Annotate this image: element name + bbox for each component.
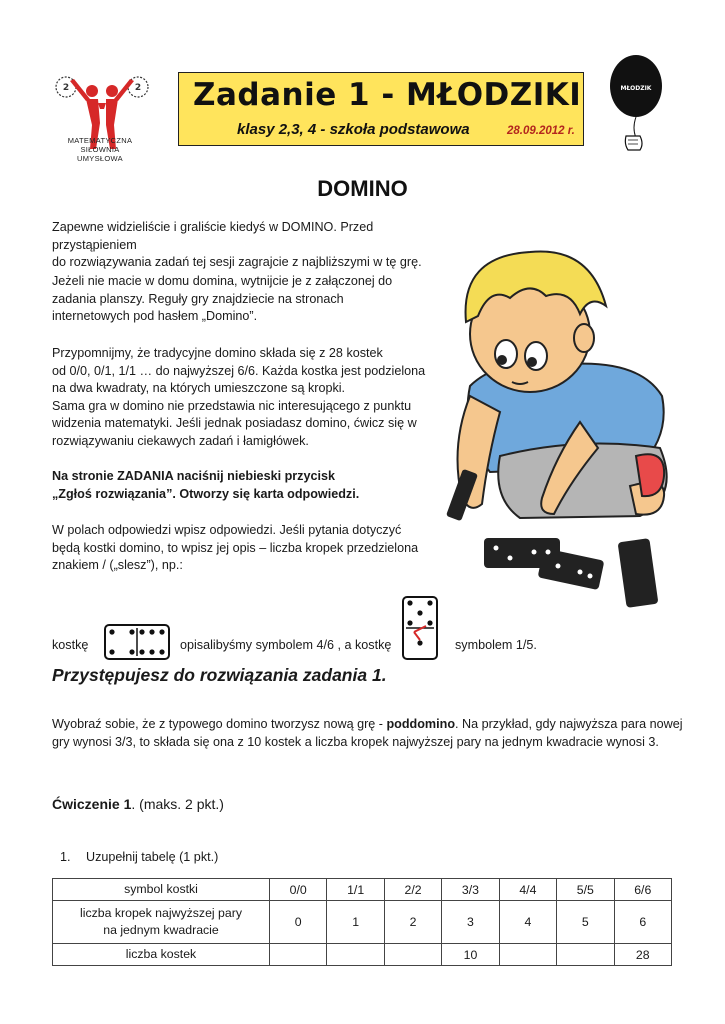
domino-pip (417, 610, 422, 615)
domino-pip (109, 649, 114, 654)
text-line: Sama gra w domino nie przedstawia nic interesującego z punktu (52, 398, 412, 413)
example-text-2: symbolem 1/5. (455, 638, 537, 652)
domino-tile-vertical-icon (402, 596, 438, 660)
text-line: Jeżeli nie macie w domu domina, wytnijcie je z załączonej do (52, 274, 393, 288)
answer-cell[interactable] (384, 944, 441, 966)
table-cell: 6/6 (614, 879, 671, 901)
exercise-points: . (maks. 2 pkt.) (131, 796, 224, 812)
example-label-1: kostkę (52, 638, 89, 652)
text-line: widzenia matematyki. Jeśli jednak posiadasz domino, ćwicz się w (52, 416, 417, 431)
example-text-1: opisalibyśmy symbolem 4/6 , a kostkę (180, 638, 392, 652)
exercise-name: Ćwiczenie 1 (52, 796, 132, 812)
answer-cell[interactable] (499, 944, 556, 966)
table-cell: 4 (499, 901, 556, 944)
text-line: będą kostki domino, to wpisz jej opis – liczba kropek przedzielona (52, 540, 419, 555)
logo-line: MATEMATYCZNA (67, 136, 133, 145)
row-header: symbol kostki (53, 879, 270, 901)
row-header: liczba kostek (53, 944, 270, 966)
text-line: na dwa kwadraty, na których umieszczone są kropki. (52, 381, 346, 396)
text-line: Na stronie ZADANIA naciśnij niebieski przycisk (52, 469, 335, 483)
domino-pip (407, 600, 412, 605)
task-description (52, 716, 692, 751)
table-cell: 4/4 (499, 879, 556, 901)
task-description-before: Wyobraź sobie, że z typowego domino tworzysz nową grę - (52, 717, 387, 731)
table-cell: 2 (384, 901, 441, 944)
text-line: zadania planszy. Reguły gry znajdziecie na stronach (52, 291, 344, 306)
rules-paragraph (52, 273, 432, 326)
row-header-line: liczba kropek najwyższej pary (80, 906, 242, 920)
row-header (53, 901, 270, 944)
exercise-title (52, 796, 224, 812)
table-cell: 28 (614, 944, 671, 966)
answer-cell[interactable] (557, 944, 614, 966)
domino-pip (159, 649, 164, 654)
domino-table (52, 878, 672, 966)
table-cell: 0 (270, 901, 327, 944)
table-cell: 1/1 (327, 879, 384, 901)
domino-pip (139, 649, 144, 654)
domino-pip (407, 620, 412, 625)
text-line: „Zgłoś rozwiązania”. Otworzy się karta odpowiedzi. (52, 486, 360, 501)
logo-line: SIŁOWNIA (80, 145, 120, 154)
domino-pip (109, 629, 114, 634)
domino-pip (417, 640, 422, 645)
domino-pip (129, 649, 134, 654)
table-cell: 2/2 (384, 879, 441, 901)
intro-paragraph (52, 219, 432, 272)
table-cell: 6 (614, 901, 671, 944)
domino-pip (149, 649, 154, 654)
table-row (53, 901, 672, 944)
domino-pip (139, 629, 144, 634)
page-title: Zadanie 1 - MŁODZIKI (193, 77, 582, 113)
section-heading: DOMINO (317, 176, 408, 201)
table-cell: 0/0 (270, 879, 327, 901)
text-line: Zapewne widzieliście i graliście kiedyś w DOMINO. Przed przystąpieniem (52, 220, 374, 252)
domino-tile-horizontal-icon (104, 624, 170, 660)
logo-badge-right: 2 (134, 83, 142, 93)
task-description-bold: poddomino (386, 717, 456, 731)
answer-cell[interactable] (327, 944, 384, 966)
table-cell: 10 (442, 944, 499, 966)
text-line: Przypomnijmy, że tradycyjne domino składa się z 28 kostek (52, 346, 383, 360)
table-cell: 5/5 (557, 879, 614, 901)
balloon-mascot-icon (608, 52, 664, 164)
logo-badge-left: 2 (62, 83, 70, 93)
text-line: od 0/0, 0/1, 1/1 … do najwyższej 6/6. Każda kostka jest podzielona (52, 363, 426, 378)
text-line: rozwiązywaniu ciekawych zadań i łamigłówek. (52, 433, 309, 448)
table-cell: 1 (327, 901, 384, 944)
row-header-line: na jednym kwadracie (103, 923, 219, 937)
table-cell: 3 (442, 901, 499, 944)
page-subtitle: klasy 2,3, 4 - szkoła podstawowa (237, 121, 470, 138)
task-heading: Przystępujesz do rozwiązania zadania 1. (52, 665, 387, 685)
text-line: znakiem / („slesz”), np.: (52, 558, 183, 573)
task-text: Uzupełnij tabelę (1 pkt.) (86, 850, 219, 864)
table-row (53, 944, 672, 966)
domino-pip (129, 629, 134, 634)
table-cell: 5 (557, 901, 614, 944)
table-row (53, 879, 672, 901)
text-line: do rozwiązywania zadań tej sesji zagrajcie z najbliższymi w tę grę. (52, 255, 422, 270)
task-item (60, 850, 218, 864)
domino-pip (427, 620, 432, 625)
logo-line: UMYSŁOWA (77, 154, 123, 163)
task-description-after: . Na przykład, gdy najwyższa para nowej gry wynosi 3/3, to składa się ona z 10 kostek a liczba kropek najwyższej pary na jednym kwadracie wynosi 3. (52, 717, 683, 749)
boy-playing-domino-illustration (430, 236, 702, 608)
reminder-paragraph (52, 345, 444, 451)
logo-caption (48, 136, 152, 163)
instruction-paragraph (52, 468, 432, 503)
page-date: 28.09.2012 r. (507, 125, 575, 137)
task-number: 1. (60, 850, 71, 864)
answer-cell[interactable] (270, 944, 327, 966)
table-cell: 3/3 (442, 879, 499, 901)
text-line: W polach odpowiedzi wpisz odpowiedzi. Jeśli pytania dotyczyć (52, 523, 402, 537)
domino-pip (149, 629, 154, 634)
balloon-label: MŁODZIK (620, 85, 652, 92)
text-line: internetowych pod hasłem „Domino”. (52, 309, 258, 324)
title-banner (178, 72, 584, 146)
domino-pip (427, 600, 432, 605)
domino-pip (159, 629, 164, 634)
answer-format-paragraph (52, 522, 442, 575)
